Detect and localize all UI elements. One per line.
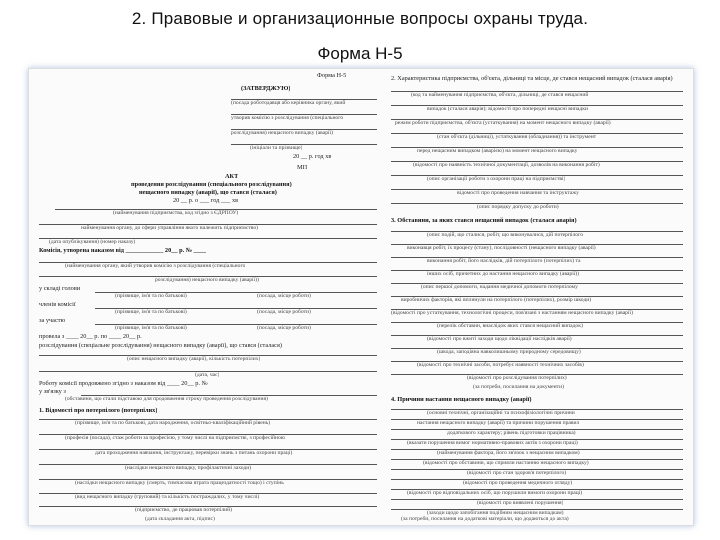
victim-caption-5: (наслідки нещасного випадку (смерть, тимчасова втрата працездатності тощо) і ступінь (75, 480, 284, 486)
akt-line-2: нещасного випадку (аварії), що стався (сталася) (139, 189, 277, 196)
participation-caption-post: (посада, місце роботи) (257, 325, 311, 331)
period-caption: (опис нещасного випадку (аварії), кількість потерпілих) (127, 356, 261, 362)
victim-caption-3: дата проходження навчання, інструктажу, перевірки знань з питань охорони праці) (95, 450, 293, 456)
approve-heading: (ЗАТВЕРДЖУЮ) (241, 85, 291, 92)
slide-title: 2. Правовые и организационные вопросы охраны труда. (131, 9, 589, 28)
s2-caption-9: (опис порядку допуску до роботи) (477, 204, 559, 210)
extension-caption: (обставини, що стали підставою для продовження строку проведення розслідування) (65, 396, 268, 402)
commission-caption-1: (найменування органу, який утворив комісію з розслідування (спеціального (65, 263, 246, 269)
form-left-column (35, 69, 381, 525)
commission-line: Комісія, утворена наказом від ____________ 20__ р. № ____ (39, 247, 207, 254)
victim-caption-1: (прізвище, ім'я та по батькові, дата народження, освітньо-кваліфікаційний рівень) (75, 420, 271, 426)
s2-caption-7: (опис організації роботи з охорони праці на підприємстві) (427, 176, 566, 182)
chair-caption-name: (прізвище, ім'я та по батькові) (115, 293, 187, 299)
commission-caption-2: розслідування) нещасного випадку (аварії)) (155, 277, 259, 283)
authority-caption: найменування органу, до сфери управління якого належить підприємство) (81, 225, 259, 231)
s4-caption-3: додаткового характеру; рівень підготовки працівника) (447, 430, 576, 436)
s3-caption-3: виконання робіт, його наслідків, дій потерпілого (потерпілих) та (427, 258, 581, 264)
seal-label: МП (297, 164, 308, 171)
participation-label: за участю (39, 317, 66, 324)
approve-date: 20 __ р. год хв (293, 153, 332, 160)
section-3-heading: 3. Обставини, за яких стався нещасний випадок (сталася аварія) (391, 217, 577, 224)
period-line: провела з ____ 20__ р. по ____ 20__ р. (39, 333, 142, 340)
members-label: членів комісії (39, 301, 76, 308)
s3-caption-1: (опис подій, що сталися, робіт, що виконувалися, дій потерпілого (427, 232, 584, 238)
date-order-caption: (дата опублікування) (номер наказу) (49, 239, 136, 245)
s4-caption-2: настання нещасного випадку (аварії) та причини порушення правил (417, 420, 580, 426)
s2-caption-1: (код та найменування підприємства, об'єкта, дільниці, де стався нещасний (411, 92, 589, 98)
members-caption-post: (посада, місце роботи) (257, 309, 311, 315)
s3-caption-7: (відомості про устаткування, технологічні процеси, пов'язані з настанням нещасного випадку (аварії) (391, 310, 633, 316)
section-4-heading: 4. Причини настання нещасного випадку (аварії) (391, 396, 532, 403)
s2-caption-8: відомості про проведення навчання та інструктажу (457, 190, 579, 196)
s4-caption-11: (заходи щодо запобігання подібним нещасним випадкам) (427, 510, 564, 516)
s3-caption-13: (за потреби, посилання на документи) (473, 384, 564, 390)
s4-caption-1: (основні технічні, організаційні та психофізіологічні причини (427, 410, 575, 416)
chair-caption-post: (посада, місце роботи) (257, 293, 311, 299)
akt-title: АКТ (225, 173, 239, 180)
s4-caption-12: (за потреби, посилання на додаткові матеріали, що додаються до акта) (401, 516, 569, 522)
s3-caption-9: (відомості про вжиті заходи щодо ліквідації наслідків аварії) (427, 336, 572, 342)
approve-caption-2: утворив комісію з розслідування (спеціального (231, 115, 344, 121)
s3-caption-2: виконавця робіт, їх процесу (стану), послідовності (нещасного випадку (аварії) (407, 245, 596, 251)
victim-caption-7: (підприємство, де працював потерпілий) (135, 507, 232, 513)
victim-caption-6: (вид нещасного випадку (груповий) та кількість постраждалих, у тому числі) (75, 494, 260, 500)
s4-caption-9: (відомості про відповідальних осіб, що порушили вимоги охорони праці) (407, 490, 583, 496)
section-1-heading: 1. Відомості про потерпілого (потерпілих) (39, 407, 158, 414)
s4-caption-4: (вказати порушення вимог нормативно-правових актів з охорони праці) (407, 440, 578, 446)
period-line-2: розслідування (спеціальне розслідування) нещасного випадку (аварії), що стався (сталася) (39, 342, 282, 349)
s2-caption-5: перед нещасним випадком (аварією) на момент нещасного випадку (417, 148, 578, 154)
form-number: Форма Н-5 (317, 72, 347, 79)
s2-caption-4: (стан об'єкта (дільниці), устаткування (обладнання)) та інструмент (437, 134, 597, 140)
s2-caption-6: (відомості про наявність технічної документації, дозволів на виконання робіт) (413, 162, 600, 168)
s3-caption-12: (відомості про розслідування потерпілих) (467, 375, 567, 381)
victim-caption-2: (професія (посада), стаж роботи за професією, у тому числі на підприємстві, з професійною (65, 435, 285, 441)
chair-label: у складі голови (39, 285, 81, 292)
s3-caption-6: виробничих факторів, які вплинули на потерпілого (потерпілих), розмір шкоди) (401, 297, 592, 303)
akt-line-1: проведення розслідування (спеціального розслідування) (131, 181, 292, 188)
s3-caption-8: (перелік обставин, внаслідок яких стався нещасний випадок) (437, 323, 583, 329)
approve-caption-3: розслідування) нещасного випадку (аварії) (231, 130, 333, 136)
s4-caption-6: (відомості про обставини, що сприяли настанню нещасного випадку) (423, 460, 589, 466)
extension-line: Роботу комісії продовжено згідно з наказом від ____ 20__ р. № (39, 380, 208, 387)
akt-date: 20 __ р. о ___ год ___ хв (173, 197, 239, 204)
approve-caption-1: (посада роботодавця або керівника органу, який (231, 100, 346, 106)
scanned-form-sheet (28, 68, 694, 526)
approve-caption-4: (ініціали та прізвище) (250, 145, 303, 151)
s3-caption-11: (відомості про технічні засоби, потребує наявності технічних засобів) (417, 362, 584, 368)
s3-caption-5: (опис першої допомоги, надання медичної допомоги потерпілому (421, 284, 578, 290)
s4-caption-5: (найменування фактора, його зв'язок з нещасним випадком) (437, 450, 580, 456)
s2-caption-3: режим роботи підприємства, об'єкта (устаткування) на момент нещасного випадку (аварії) (395, 120, 611, 126)
members-caption-name: (прізвище, ім'я та по батькові) (115, 309, 187, 315)
enterprise-caption: (найменування підприємства, код згідно з ЄДРПОУ) (113, 210, 239, 216)
s3-caption-4: інших осіб, причетних до настання нещасного випадку (аварії)) (427, 271, 580, 277)
s3-caption-10: (шкода, заподіяна навколишньому природному середовищу) (437, 349, 581, 355)
victim-caption-4: (наслідки нещасного випадку, профілактичні заходи) (125, 465, 252, 471)
form-right-column (387, 69, 687, 525)
s4-caption-7: (відомості про стан здоров'я потерпілого) (467, 470, 567, 476)
s4-caption-10: (відомості про виявлені порушення) (477, 500, 564, 506)
victim-caption-8: (дата складання акта, підпис) (145, 516, 215, 522)
section-2-heading: 2. Характеристика підприємства, об'єкта, дільниці та місце, де стався нещасний випадок (сталася аварія) (391, 75, 673, 82)
participation-caption-name: (прізвище, ім'я та по батькові) (115, 325, 187, 331)
s4-caption-8: (відомості про проведення медичного огляду) (463, 480, 573, 486)
extension-line-2: у зв'язку з (39, 388, 66, 395)
datetime-caption: (дата, час) (195, 372, 220, 378)
s2-caption-2: випадок (сталася аварія); відомості про попередні нещасні випадки (427, 106, 588, 112)
form-subtitle: Форма Н-5 (317, 44, 403, 63)
